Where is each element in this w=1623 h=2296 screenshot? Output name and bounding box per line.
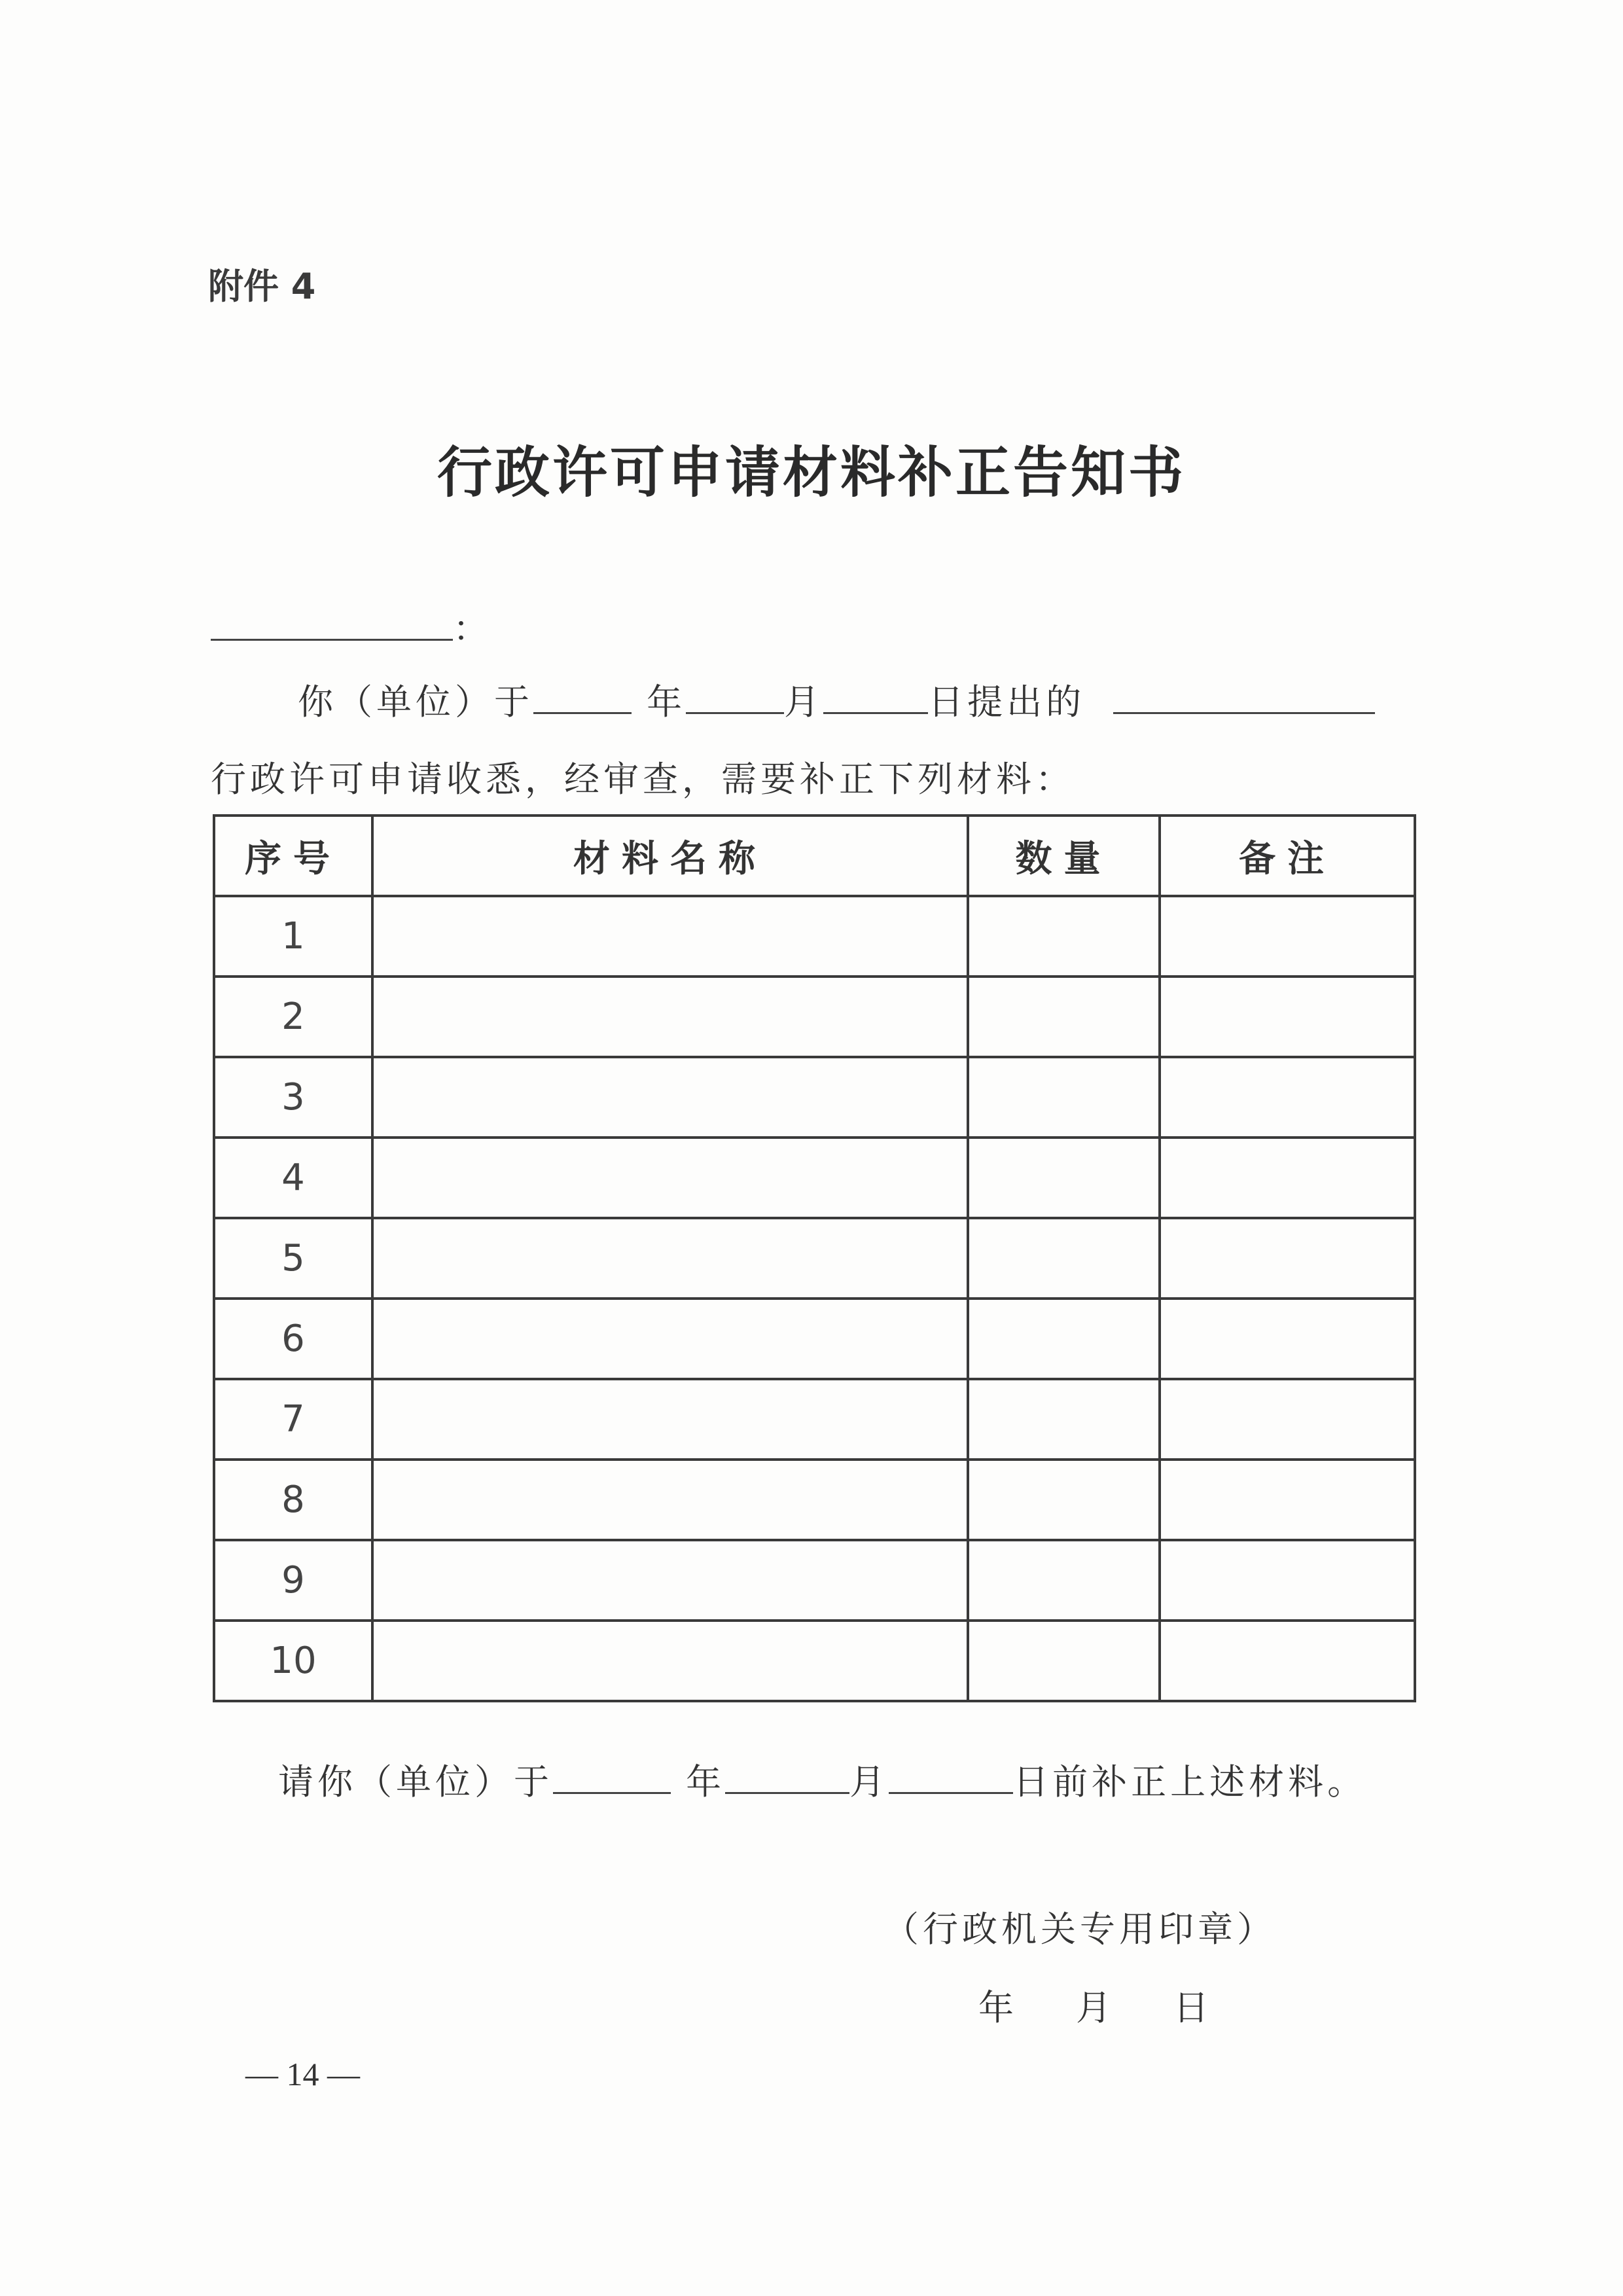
material-name-cell[interactable] [372, 1138, 968, 1218]
deadline-prefix: 请你（单位）于 [278, 1761, 553, 1803]
date-day-label: 日 [1173, 1987, 1209, 2028]
row-serial: 10 [214, 1621, 372, 1701]
material-name-cell[interactable] [372, 1379, 968, 1460]
table-row [214, 1460, 1415, 1540]
row-serial: 7 [214, 1379, 372, 1460]
row-serial: 2 [214, 977, 372, 1057]
materials-table [213, 814, 1416, 1702]
quantity-cell[interactable] [968, 1057, 1160, 1138]
remarks-cell[interactable] [1160, 1379, 1415, 1460]
header-serial: 序号 [214, 816, 372, 896]
remarks-cell[interactable] [1160, 1057, 1415, 1138]
header-remarks: 备注 [1160, 816, 1415, 896]
material-name-cell[interactable] [372, 1621, 968, 1701]
document-title: 行政许可申请材料补正告知书 [437, 440, 1186, 505]
material-name-cell[interactable] [372, 896, 968, 977]
header-quantity: 数量 [968, 816, 1160, 896]
submission-day-label: 日提出的 [928, 681, 1086, 723]
deadline-month-blank[interactable] [725, 1758, 849, 1794]
submission-prefix: 你（单位）于 [298, 681, 533, 723]
row-serial: 6 [214, 1299, 372, 1379]
review-paragraph: 行政许可申请收悉，经审查，需要补正下列材料： [211, 759, 1075, 800]
submission-year-blank[interactable] [533, 678, 632, 714]
row-serial: 9 [214, 1540, 372, 1621]
remarks-cell[interactable] [1160, 1218, 1415, 1299]
submission-year-label: 年 [647, 681, 687, 723]
submission-month-blank[interactable] [686, 678, 784, 714]
table-row [214, 1218, 1415, 1299]
row-serial: 4 [214, 1138, 372, 1218]
table-header-row [214, 816, 1415, 896]
material-name-cell[interactable] [372, 1460, 968, 1540]
addressee-colon: ： [453, 608, 488, 649]
row-serial: 3 [214, 1057, 372, 1138]
material-name-cell[interactable] [372, 1057, 968, 1138]
date-year-label: 年 [978, 1987, 1014, 2028]
remarks-cell[interactable] [1160, 1299, 1415, 1379]
quantity-cell[interactable] [968, 1138, 1160, 1218]
submission-paragraph [298, 674, 1375, 725]
quantity-cell[interactable] [968, 1379, 1160, 1460]
quantity-cell[interactable] [968, 896, 1160, 977]
row-serial: 5 [214, 1218, 372, 1299]
deadline-month-label: 月 [849, 1761, 889, 1803]
remarks-cell[interactable] [1160, 1621, 1415, 1701]
submission-day-blank[interactable] [823, 678, 928, 714]
table-row [214, 1621, 1415, 1701]
deadline-suffix: 日前补正上述材料。 [1013, 1761, 1367, 1803]
material-name-cell[interactable] [372, 1299, 968, 1379]
remarks-cell[interactable] [1160, 1138, 1415, 1218]
quantity-cell[interactable] [968, 1621, 1160, 1701]
table-row [214, 1057, 1415, 1138]
table-row [214, 1299, 1415, 1379]
header-material-name: 材料名称 [372, 816, 968, 896]
material-name-cell[interactable] [372, 977, 968, 1057]
application-item-blank[interactable] [1113, 678, 1375, 714]
table-row [214, 896, 1415, 977]
official-seal-label: （行政机关专用印章） [883, 1909, 1276, 1950]
deadline-year-label: 年 [686, 1761, 726, 1803]
page-number: — 14 — [245, 2056, 360, 2092]
date-month-label: 月 [1076, 1987, 1111, 2028]
quantity-cell[interactable] [968, 977, 1160, 1057]
table-row [214, 1379, 1415, 1460]
material-name-cell[interactable] [372, 1540, 968, 1621]
table-row [214, 1540, 1415, 1621]
remarks-cell[interactable] [1160, 977, 1415, 1057]
addressee-blank[interactable] [211, 605, 453, 641]
quantity-cell[interactable] [968, 1540, 1160, 1621]
attachment-label: 附件 4 [208, 266, 316, 307]
submission-month-label: 月 [784, 681, 824, 723]
remarks-cell[interactable] [1160, 896, 1415, 977]
deadline-paragraph [278, 1754, 1366, 1804]
quantity-cell[interactable] [968, 1299, 1160, 1379]
remarks-cell[interactable] [1160, 1540, 1415, 1621]
table-row [214, 977, 1415, 1057]
row-serial: 1 [214, 896, 372, 977]
quantity-cell[interactable] [968, 1218, 1160, 1299]
addressee-line [211, 601, 488, 651]
quantity-cell[interactable] [968, 1460, 1160, 1540]
table-row [214, 1138, 1415, 1218]
remarks-cell[interactable] [1160, 1460, 1415, 1540]
signature-date [978, 1980, 1271, 2030]
deadline-year-blank[interactable] [553, 1758, 671, 1794]
deadline-day-blank[interactable] [889, 1758, 1013, 1794]
row-serial: 8 [214, 1460, 372, 1540]
material-name-cell[interactable] [372, 1218, 968, 1299]
